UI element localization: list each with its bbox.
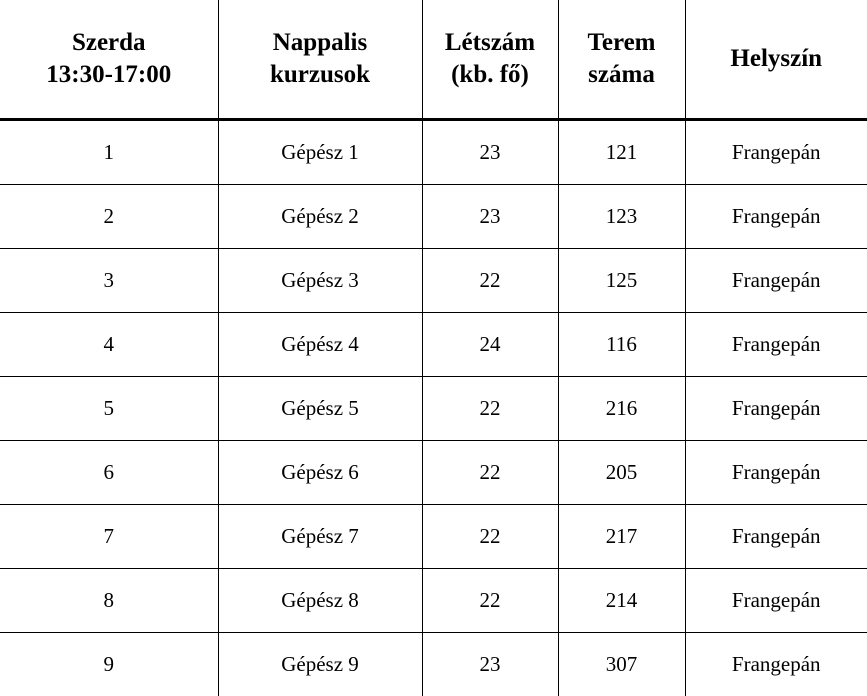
cell-index: 9 <box>0 633 218 696</box>
cell-headcount: 24 <box>422 313 558 377</box>
cell-course: Gépész 3 <box>218 249 422 313</box>
cell-location: Frangepán <box>685 249 867 313</box>
cell-room: 125 <box>558 249 685 313</box>
header-headcount-line1: Létszám <box>423 27 558 59</box>
header-time-label: 13:30-17:00 <box>0 59 218 91</box>
cell-headcount: 22 <box>422 569 558 633</box>
cell-index: 1 <box>0 120 218 185</box>
cell-course: Gépész 5 <box>218 377 422 441</box>
table-row <box>0 569 867 633</box>
cell-course: Gépész 6 <box>218 441 422 505</box>
cell-room: 307 <box>558 633 685 696</box>
cell-index: 7 <box>0 505 218 569</box>
cell-location: Frangepán <box>685 185 867 249</box>
cell-headcount: 23 <box>422 185 558 249</box>
table-row <box>0 120 867 185</box>
cell-index: 8 <box>0 569 218 633</box>
cell-course: Gépész 8 <box>218 569 422 633</box>
header-day-label: Szerda <box>0 27 218 59</box>
cell-location: Frangepán <box>685 505 867 569</box>
cell-index: 5 <box>0 377 218 441</box>
cell-headcount: 23 <box>422 633 558 696</box>
table-row <box>0 633 867 696</box>
header-headcount <box>422 0 558 120</box>
cell-index: 6 <box>0 441 218 505</box>
cell-room: 123 <box>558 185 685 249</box>
cell-headcount: 23 <box>422 120 558 185</box>
header-row <box>0 0 867 120</box>
header-location <box>685 0 867 120</box>
cell-course: Gépész 2 <box>218 185 422 249</box>
header-headcount-line2: (kb. fő) <box>423 59 558 91</box>
header-day-time <box>0 0 218 120</box>
cell-headcount: 22 <box>422 377 558 441</box>
cell-location: Frangepán <box>685 377 867 441</box>
cell-room: 217 <box>558 505 685 569</box>
cell-index: 3 <box>0 249 218 313</box>
cell-headcount: 22 <box>422 441 558 505</box>
cell-room: 214 <box>558 569 685 633</box>
table-row <box>0 377 867 441</box>
table-row <box>0 313 867 377</box>
cell-location: Frangepán <box>685 313 867 377</box>
cell-room: 205 <box>558 441 685 505</box>
cell-location: Frangepán <box>685 441 867 505</box>
header-courses-line2: kurzusok <box>219 59 422 91</box>
table-row <box>0 185 867 249</box>
cell-location: Frangepán <box>685 633 867 696</box>
header-room-line1: Terem <box>559 27 685 59</box>
cell-course: Gépész 9 <box>218 633 422 696</box>
table-row <box>0 441 867 505</box>
table-row <box>0 249 867 313</box>
cell-index: 2 <box>0 185 218 249</box>
cell-room: 216 <box>558 377 685 441</box>
cell-index: 4 <box>0 313 218 377</box>
header-courses <box>218 0 422 120</box>
table-row <box>0 505 867 569</box>
cell-headcount: 22 <box>422 249 558 313</box>
cell-room: 121 <box>558 120 685 185</box>
cell-course: Gépész 1 <box>218 120 422 185</box>
cell-location: Frangepán <box>685 120 867 185</box>
table-body <box>0 120 867 696</box>
cell-room: 116 <box>558 313 685 377</box>
header-courses-line1: Nappalis <box>219 27 422 59</box>
cell-course: Gépész 4 <box>218 313 422 377</box>
cell-course: Gépész 7 <box>218 505 422 569</box>
cell-location: Frangepán <box>685 569 867 633</box>
table-header <box>0 0 867 120</box>
header-room <box>558 0 685 120</box>
header-room-line2: száma <box>559 59 685 91</box>
cell-headcount: 22 <box>422 505 558 569</box>
header-location-line1: Helyszín <box>686 43 867 75</box>
